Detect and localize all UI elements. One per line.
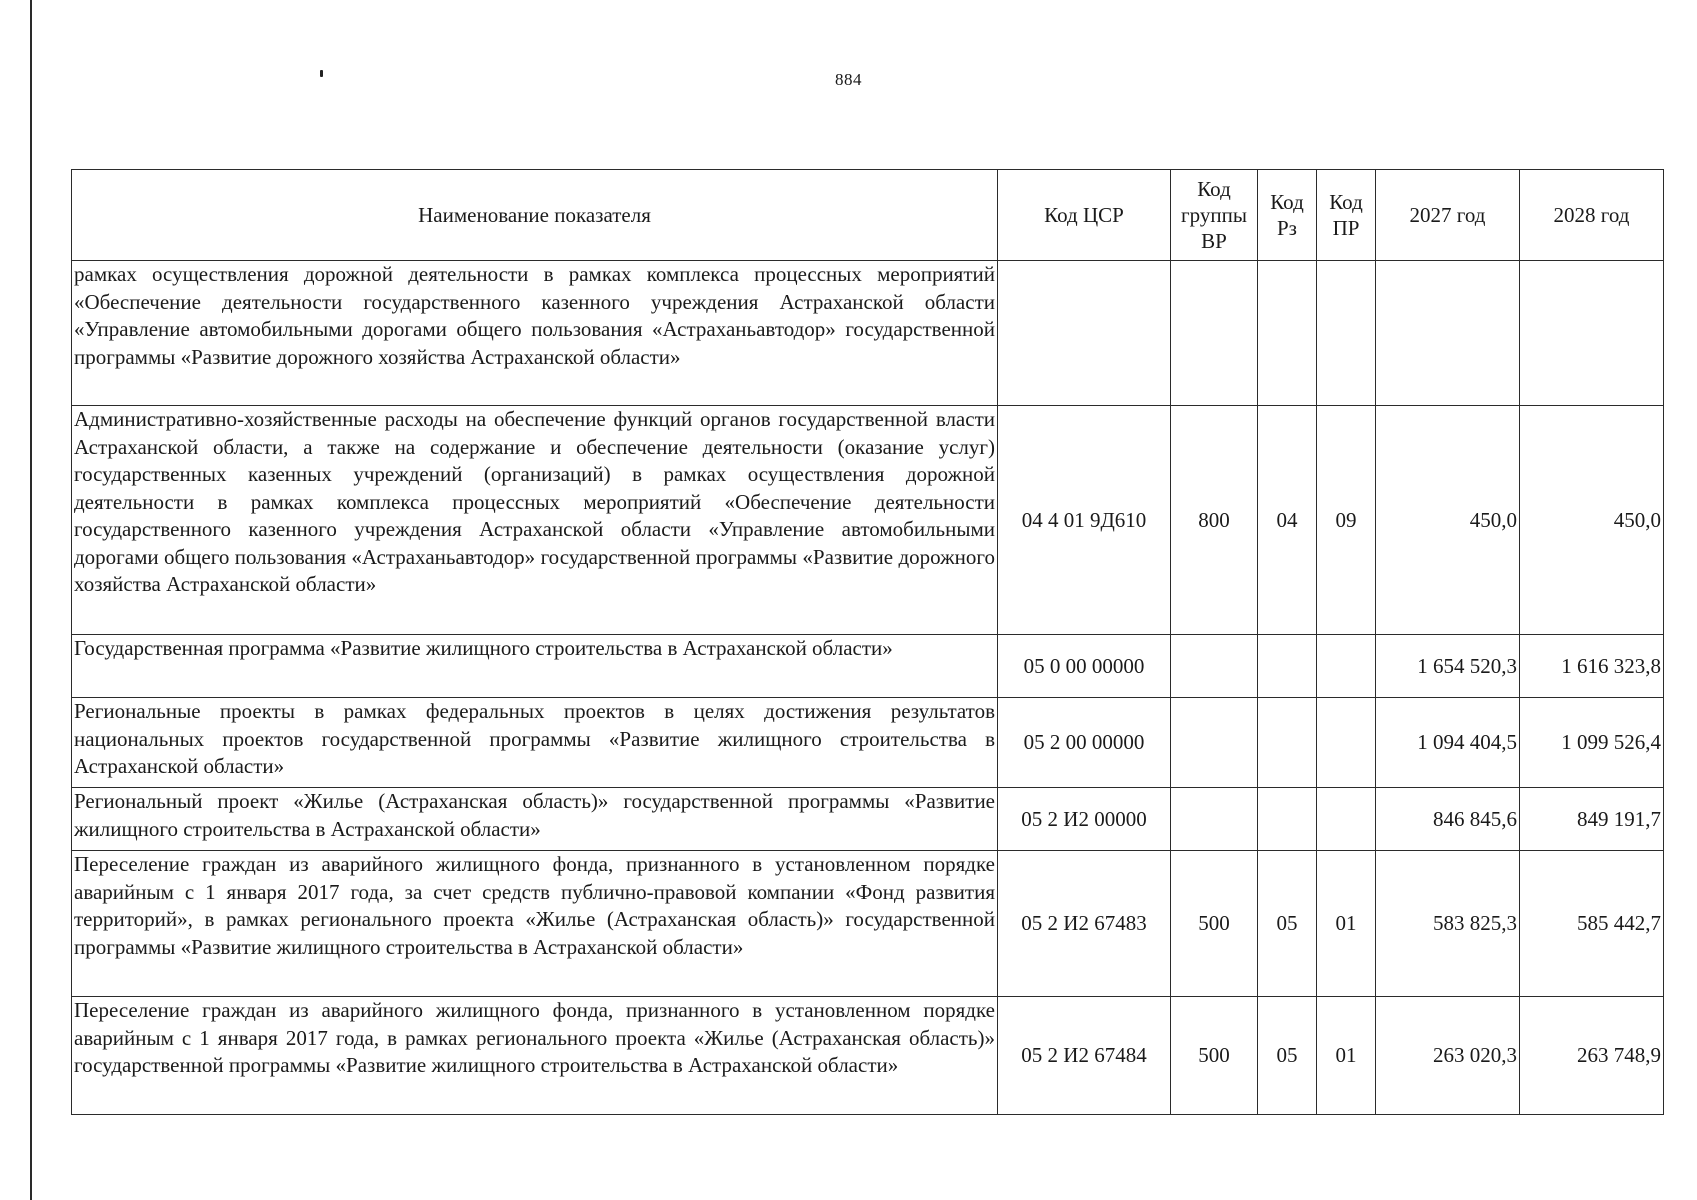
row-rz-code [1258,788,1317,851]
row-amount-2027: 450,0 [1376,406,1520,635]
row-amount-2028: 450,0 [1520,406,1664,635]
row-name: Региональные проекты в рамках федеральных проектов в целях достижения результатов национальных проектов государственной программы «Развитие жилищного строительства в Астраханской области» [72,698,998,788]
row-name: Региональный проект «Жилье (Астраханская область)» государственной программы «Развитие жилищного строительства в Астраханской области» [72,788,998,851]
table-row [72,851,1664,997]
row-amount-2028 [1520,261,1664,406]
header-pr-code: Код ПР [1317,170,1376,261]
header-name: Наименование показателя [72,170,998,261]
table-row [72,635,1664,698]
row-amount-2027: 263 020,3 [1376,997,1520,1115]
header-csr-code: Код ЦСР [998,170,1171,261]
table-row [72,698,1664,788]
row-vr-code [1171,261,1258,406]
row-csr-code: 05 0 00 00000 [998,635,1171,698]
row-rz-code [1258,698,1317,788]
budget-table [71,169,1664,1115]
row-csr-code: 04 4 01 9Д610 [998,406,1171,635]
row-vr-code [1171,788,1258,851]
row-vr-code [1171,635,1258,698]
row-rz-code: 05 [1258,851,1317,997]
table-row [72,997,1664,1115]
table-row [72,788,1664,851]
row-csr-code [998,261,1171,406]
row-amount-2027: 1 094 404,5 [1376,698,1520,788]
row-vr-code: 500 [1171,851,1258,997]
row-pr-code: 01 [1317,997,1376,1115]
header-rz-code: Код Рз [1258,170,1317,261]
row-pr-code [1317,698,1376,788]
row-name: Административно-хозяйственные расходы на обеспечение функций органов государственной власти Астраханской области, а также на содержание и обеспечение деятельности (оказание услуг) государственных казенных учреждений (организаций) в рамках осуществления дорожной деятельности в рамках комплекса процессных мероприятий «Обеспечение деятельности государственного казенного учреждения Астраханской области «Управление автомобильными дорогами общего пользования «Астраханьавтодор» государственной программы «Развитие дорожного хозяйства Астраханской области» [72,406,998,635]
row-csr-code: 05 2 И2 67483 [998,851,1171,997]
row-rz-code: 04 [1258,406,1317,635]
row-amount-2028: 263 748,9 [1520,997,1664,1115]
header-year-2027: 2027 год [1376,170,1520,261]
row-amount-2027 [1376,261,1520,406]
row-name: Государственная программа «Развитие жилищного строительства в Астраханской области» [72,635,998,698]
header-year-2028: 2028 год [1520,170,1664,261]
row-amount-2027: 583 825,3 [1376,851,1520,997]
row-rz-code: 05 [1258,997,1317,1115]
row-amount-2028: 1 616 323,8 [1520,635,1664,698]
row-pr-code: 01 [1317,851,1376,997]
table-row [72,406,1664,635]
row-csr-code: 05 2 И2 00000 [998,788,1171,851]
row-amount-2028: 585 442,7 [1520,851,1664,997]
table-header-row [72,170,1664,261]
row-name: рамках осуществления дорожной деятельности в рамках комплекса процессных мероприятий «Обеспечение деятельности государственного казенного учреждения Астраханской области «Управление автомобильными дорогами общего пользования «Астраханьавтодор» государственной программы «Развитие дорожного хозяйства Астраханской области» [72,261,998,406]
row-vr-code [1171,698,1258,788]
row-amount-2028: 1 099 526,4 [1520,698,1664,788]
row-amount-2027: 846 845,6 [1376,788,1520,851]
row-amount-2028: 849 191,7 [1520,788,1664,851]
row-csr-code: 05 2 00 00000 [998,698,1171,788]
page-number: 884 [835,70,862,89]
row-name: Переселение граждан из аварийного жилищного фонда, признанного в установленном порядке аварийным с 1 января 2017 года, за счет средств публично-правовой компании «Фонд развития территорий», в рамках регионального проекта «Жилье (Астраханская область)» государственной программы «Развитие жилищного строительства в Астраханской области» [72,851,998,997]
row-rz-code [1258,261,1317,406]
row-pr-code [1317,261,1376,406]
row-vr-code: 800 [1171,406,1258,635]
row-rz-code [1258,635,1317,698]
row-pr-code: 09 [1317,406,1376,635]
row-vr-code: 500 [1171,997,1258,1115]
row-csr-code: 05 2 И2 67484 [998,997,1171,1115]
row-pr-code [1317,788,1376,851]
table-row [72,261,1664,406]
header-vr-code: Код группы ВР [1171,170,1258,261]
row-pr-code [1317,635,1376,698]
row-amount-2027: 1 654 520,3 [1376,635,1520,698]
row-name: Переселение граждан из аварийного жилищного фонда, признанного в установленном порядке аварийным с 1 января 2017 года, в рамках регионального проекта «Жилье (Астраханская область)» государственной программы «Развитие жилищного строительства в Астраханской области» [72,997,998,1115]
scan-binding-edge [30,0,32,1200]
